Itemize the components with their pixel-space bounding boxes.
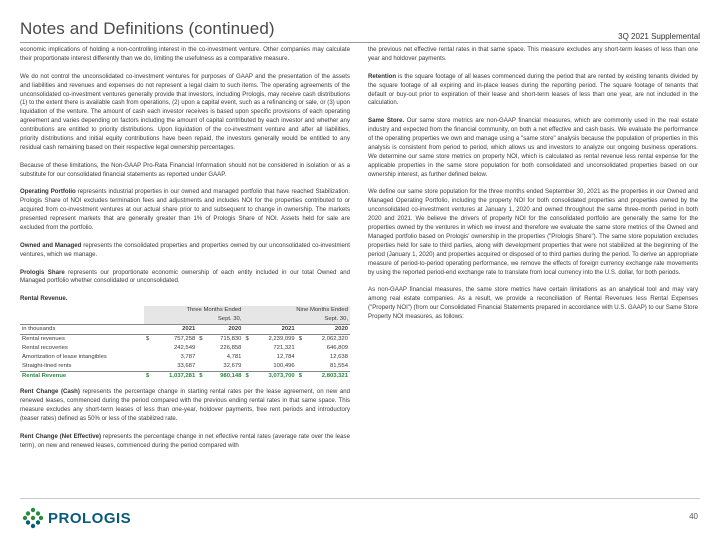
cell-value: 81,554	[329, 362, 348, 369]
cell-value: 12,784	[276, 353, 295, 360]
row-label: Rental revenues	[22, 335, 65, 342]
rental-revenue-table	[20, 306, 350, 380]
table-year-row	[20, 325, 350, 335]
definition-rent-change-net-effective	[20, 433, 350, 451]
year-header: 2020	[307, 325, 350, 335]
paragraph: Because of these limitations, the Non-GAAP Pro-Rata Financial Information should not be considered in isolation or as a substitute for our consolidated financial statements as reported under GAAP.	[20, 161, 350, 178]
definition-text: represents our proportionate economic ownership of each entity included in our total Owned and Managed portfolio whether consolidated or unconsolidated.	[20, 268, 350, 285]
total-value: 2,803,321	[307, 371, 350, 380]
definition-prologis-share	[20, 269, 350, 287]
dollar-sign: $	[197, 371, 207, 380]
table-row	[20, 344, 350, 353]
header-three-months: Three Months Ended	[144, 306, 243, 315]
cell-value: 242,549	[173, 344, 196, 351]
term: Retention	[368, 72, 397, 80]
total-label: Rental Revenue	[20, 371, 144, 380]
dollar-sign: $	[146, 335, 150, 342]
cell-value: 2,062,320	[321, 335, 348, 342]
definition-text: is the square footage of all leases commenced during the period that are rented by existing tenants divided by the square footage of all expiring and in-place leases during the reporting period. The square footage of tenants that default or buy-out prior to expiration of their lease and short-term leases of less than one year, are not included in the calculation.	[368, 72, 698, 107]
dollar-sign: $	[144, 371, 154, 380]
cell-value: 715,830	[220, 335, 242, 342]
term: Prologis Share	[20, 268, 65, 276]
row-label: Amortization of lease intangibles	[22, 353, 107, 360]
term: Rent Change (Net Effective)	[20, 432, 101, 440]
report-period: 3Q 2021 Supplemental	[618, 32, 700, 41]
total-value: 3,073,700	[253, 371, 296, 380]
dollar-sign: $	[297, 371, 307, 380]
dollar-sign: $	[199, 335, 203, 342]
header-nine-months: Nine Months Ended	[243, 306, 350, 315]
definition-owned-and-managed	[20, 242, 350, 260]
page-number: 40	[689, 512, 698, 521]
dollar-sign: $	[245, 335, 249, 342]
prologis-logo	[22, 505, 131, 531]
term: Same Store.	[368, 117, 405, 125]
definition-retention	[368, 73, 698, 109]
cell-value: 3,787	[180, 353, 196, 360]
paragraph: We define our same store population for the three months ended September 30, 2021 as the properties in our Owned and Managed Operating Portfolio, including the property NOI for both consolidated properties and properties owned by the unconsolidated co-investment ventures at January 1, 2020 and owned throughout the same three-month period in both 2020 and 2021. We believe the drivers of property NOI for the consolidated portfolio are generally the same for the properties owned by the ventures in which we invest and therefore we evaluate the same store metrics of the Owned and Managed portfolio based on Prologis' ownership in the properties ("Prologis Share"). The same store population excludes properties held for sale to third parties, along with development properties that were not stabilized at the beginning of the period (January 1, 2020) and properties acquired or disposed of to third parties during the period. To derive an appropriate measure of period-to-period operating performance, we remove the effects of foreign currency exchange rate movements by using the reported period-end exchange rate to translate from local currency into the U.S. dollar, for both periods.	[368, 188, 698, 276]
right-column	[368, 46, 698, 331]
term: Owned and Managed	[20, 241, 82, 249]
cell-value: 646,809	[326, 344, 348, 351]
paragraph: the previous net effective rental rates in that same space. This measure excludes any short-term leases of less than one year and holdover payments.	[368, 46, 698, 62]
left-column	[20, 46, 350, 451]
year-header: 2021	[253, 325, 296, 335]
table-header-row	[20, 315, 350, 324]
table-row	[20, 362, 350, 371]
year-header: 2020	[207, 325, 243, 335]
dollar-sign: $	[298, 335, 302, 342]
cell-value: 12,638	[329, 353, 348, 360]
prologis-logo-icon	[22, 507, 44, 529]
cell-value: 33,687	[177, 362, 196, 369]
definition-text: represents the consolidated properties and properties owned by our unconsolidated co-investment ventures, which we manage.	[20, 241, 350, 258]
footer-divider	[20, 498, 700, 499]
row-label: Straight-lined rents	[22, 362, 72, 369]
year-header: 2021	[154, 325, 197, 335]
row-label: Rental recoveries	[22, 344, 68, 351]
cell-value: 32,679	[223, 362, 242, 369]
cell-value: 721,321	[273, 344, 295, 351]
definition-text: represents the percentage change in starting rental rates per the lease agreement, on new and renewed leases, commenced during the period compared with the previous ending rental rates in that same space. This measure excludes any short-term leases of less than one-year, holdover payments, free rent periods and introductory (teaser rates) defined as 50% or less of the stabilized rate.	[20, 388, 350, 423]
paragraph: We do not control the unconsolidated co-investment ventures for purposes of GAAP and the presentation of the assets and liabilities and revenues and expenses do not represent a legal claim to such items. The operating agreements of the unconsolidated co-investment ventures generally provide that investors, including Prologis, may receive cash distributions (1) to the extent there is available cash from operations, (2) upon a capital event, such as a refinancing or sale, or (3) upon liquidation of the venture. The amount of cash each investor receives is based upon specific provisions of each operating agreement and varies depending on factors including the amount of capital contributed by each investor and whether any contributions are entitled to priority distributions. Upon liquidation of the co-investment venture and after all liabilities, priority distributions and initial equity contributions have been repaid, the investors generally would be entitled to any residual cash remaining based on their respective legal ownership percentages.	[20, 72, 350, 151]
definition-text: represents industrial properties in our owned and managed portfolio that have reached Stabilization. Prologis Share of NOI excludes termination fees and adjustments and includes NOI for the properties contributed to or acquired from co-investment ventures at our actual share prior to and subsequent to change in ownership. The markets presented represent markets that are generally greater than 1% of Prologis Share of NOI. Assets held for sale are excluded from the portfolio.	[20, 188, 351, 232]
term: Rent Change (Cash)	[20, 388, 80, 396]
definition-same-store	[368, 117, 698, 179]
cell-value: 4,781	[226, 353, 242, 360]
rental-revenue-title: Rental Revenue.	[20, 295, 68, 303]
paragraph: As non-GAAP financial measures, the same store metrics have certain limitations as an analytical tool and may vary among real estate companies. As a result, we provide a reconciliation of Rental Revenues less Rental Expenses ("Property NOI") (from our Consolidated Financial Statements prepared in accordance with U.S. GAAP) to our Same Store Property NOI measures, as follows:	[368, 286, 698, 321]
term: Operating Portfolio	[20, 188, 76, 196]
definition-text: Our same store metrics are non-GAAP financial measures, which are commonly used in the real estate industry and expected from the financial community, on both a net effective and cash basis. We evaluate the performance of the operating properties we own and manage using a "same store" analysis because the population of properties in this analysis is consistent from period to period, which allows us and investors to analyze our ongoing business operations. We determine our same store metrics on property NOI, which is calculated as rental revenue less rental expense for the applicable properties in the same store population for both consolidated and unconsolidated properties based on our ownership interest, as further defined below.	[368, 117, 698, 178]
cell-value: 226,858	[220, 344, 242, 351]
table-total-row	[20, 371, 350, 380]
total-value: 1,037,281	[154, 371, 197, 380]
header-period: Sept. 30,	[144, 315, 243, 324]
paragraph: economic implications of holding a non-controlling interest in the co-investment venture. Other companies may calculate their proportionate interest differently than we do, limiting the usefulness as a comparative measure.	[20, 46, 350, 62]
page-title: Notes and Definitions (continued)	[20, 19, 275, 38]
logo-wordmark: PROLOGIS	[48, 509, 132, 527]
table-row	[20, 334, 350, 343]
cell-value: 100,496	[273, 362, 295, 369]
cell-value: 2,239,099	[268, 335, 295, 342]
cell-value: 757,258	[173, 335, 196, 342]
table-header-row	[20, 306, 350, 315]
unit-label: in thousands	[20, 325, 144, 335]
dollar-sign: $	[243, 371, 253, 380]
definition-rent-change-cash	[20, 388, 350, 424]
total-value: 980,148	[207, 371, 243, 380]
table-row	[20, 353, 350, 362]
definition-operating-portfolio	[20, 188, 350, 233]
header-divider	[20, 42, 700, 43]
definition-text: represents the percentage change in net effective rental rates (average rate over the lease term), on new and renewed leases, commenced during the period compared with	[20, 432, 350, 449]
header-period: Sept. 30,	[243, 315, 350, 324]
